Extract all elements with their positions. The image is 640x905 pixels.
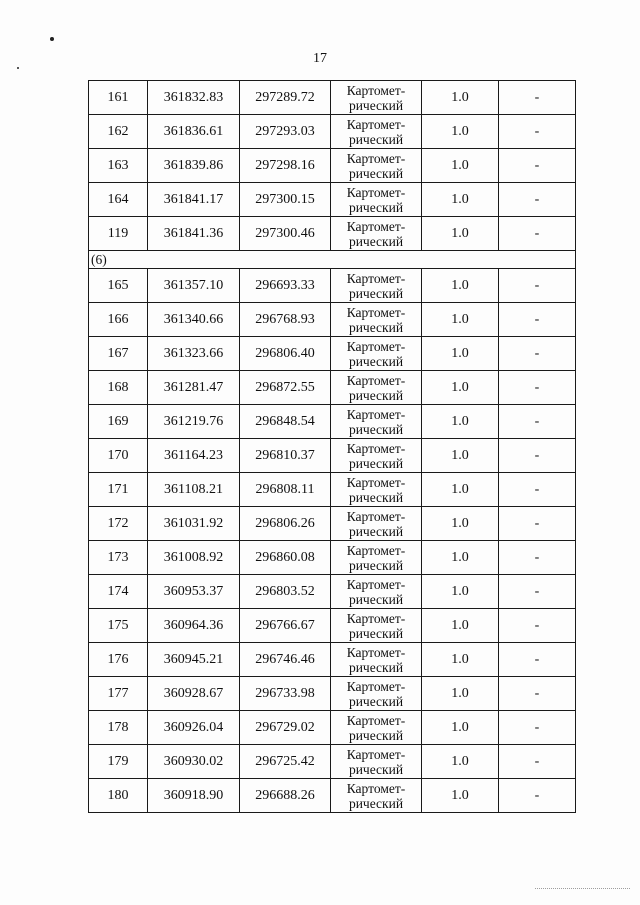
accuracy-cell: 1.0 (422, 183, 499, 217)
method-line-1: Картомет- (346, 576, 406, 592)
accuracy-cell: 1.0 (422, 371, 499, 405)
table-row (89, 115, 576, 149)
method-line-1: Картомет- (346, 184, 406, 200)
point-number-cell: 174 (89, 575, 148, 609)
y-coordinate-cell: 296768.93 (240, 303, 331, 337)
method-line-1: Картомет- (346, 746, 406, 762)
method-line-1: Картомет- (346, 474, 406, 490)
method-cell (331, 541, 422, 575)
method-line-1: Картомет- (346, 304, 406, 320)
table-row (89, 183, 576, 217)
y-coordinate-cell: 296848.54 (240, 405, 331, 439)
table-row (89, 303, 576, 337)
method-line-1: Картомет- (346, 270, 406, 286)
method-line-1: Картомет- (346, 218, 406, 234)
accuracy-cell: 1.0 (422, 337, 499, 371)
table-row (89, 405, 576, 439)
method-cell (331, 183, 422, 217)
note-cell: - (499, 609, 576, 643)
y-coordinate-cell: 296688.26 (240, 779, 331, 813)
table-row (89, 371, 576, 405)
x-coordinate-cell: 360926.04 (148, 711, 240, 745)
y-coordinate-cell: 296808.11 (240, 473, 331, 507)
method-line-2: рический (348, 489, 404, 505)
method-line-2: рический (348, 165, 404, 181)
table-section (89, 251, 576, 269)
method-line-1: Картомет- (346, 338, 406, 354)
table-row (89, 269, 576, 303)
note-cell: - (499, 371, 576, 405)
note-cell: - (499, 337, 576, 371)
table-row (89, 439, 576, 473)
note-cell: - (499, 269, 576, 303)
x-coordinate-cell: 361832.83 (148, 81, 240, 115)
method-line-2: рический (348, 795, 404, 811)
accuracy-cell: 1.0 (422, 81, 499, 115)
accuracy-cell: 1.0 (422, 609, 499, 643)
y-coordinate-cell: 297289.72 (240, 81, 331, 115)
method-cell (331, 507, 422, 541)
table-row (89, 217, 576, 251)
method-cell (331, 81, 422, 115)
x-coordinate-cell: 361219.76 (148, 405, 240, 439)
accuracy-cell: 1.0 (422, 473, 499, 507)
y-coordinate-cell: 296872.55 (240, 371, 331, 405)
y-coordinate-cell: 296766.67 (240, 609, 331, 643)
method-line-1: Картомет- (346, 678, 406, 694)
x-coordinate-cell: 360953.37 (148, 575, 240, 609)
footer-scan-mark (535, 888, 630, 892)
note-cell: - (499, 711, 576, 745)
method-cell (331, 745, 422, 779)
method-line-2: рический (348, 319, 404, 335)
method-cell (331, 643, 422, 677)
point-number-cell: 178 (89, 711, 148, 745)
x-coordinate-cell: 361008.92 (148, 541, 240, 575)
y-coordinate-cell: 296729.02 (240, 711, 331, 745)
accuracy-cell: 1.0 (422, 507, 499, 541)
note-cell: - (499, 149, 576, 183)
method-cell (331, 337, 422, 371)
accuracy-cell: 1.0 (422, 779, 499, 813)
point-number-cell: 171 (89, 473, 148, 507)
x-coordinate-cell: 361031.92 (148, 507, 240, 541)
table-row (89, 473, 576, 507)
note-cell: - (499, 677, 576, 711)
x-coordinate-cell: 361281.47 (148, 371, 240, 405)
accuracy-cell: 1.0 (422, 677, 499, 711)
accuracy-cell: 1.0 (422, 643, 499, 677)
note-cell: - (499, 541, 576, 575)
note-cell: - (499, 183, 576, 217)
table-row (89, 149, 576, 183)
section-row (89, 251, 576, 269)
x-coordinate-cell: 360918.90 (148, 779, 240, 813)
point-number-cell: 179 (89, 745, 148, 779)
y-coordinate-cell: 297298.16 (240, 149, 331, 183)
point-number-cell: 180 (89, 779, 148, 813)
accuracy-cell: 1.0 (422, 149, 499, 183)
note-cell: - (499, 115, 576, 149)
method-line-1: Картомет- (346, 116, 406, 132)
y-coordinate-cell: 296806.40 (240, 337, 331, 371)
method-line-2: рический (348, 727, 404, 743)
table-row (89, 677, 576, 711)
coordinates-table (88, 80, 576, 813)
method-line-1: Картомет- (346, 644, 406, 660)
method-line-2: рический (348, 233, 404, 249)
method-line-2: рический (348, 285, 404, 301)
point-number-cell: 176 (89, 643, 148, 677)
method-cell (331, 677, 422, 711)
note-cell: - (499, 779, 576, 813)
point-number-cell: 173 (89, 541, 148, 575)
method-line-1: Картомет- (346, 508, 406, 524)
point-number-cell: 170 (89, 439, 148, 473)
point-number-cell: 119 (89, 217, 148, 251)
section-label: (6) (89, 251, 576, 269)
x-coordinate-cell: 361108.21 (148, 473, 240, 507)
x-coordinate-cell: 361340.66 (148, 303, 240, 337)
accuracy-cell: 1.0 (422, 541, 499, 575)
method-cell (331, 405, 422, 439)
accuracy-cell: 1.0 (422, 269, 499, 303)
note-cell: - (499, 473, 576, 507)
table-row (89, 609, 576, 643)
y-coordinate-cell: 297300.46 (240, 217, 331, 251)
method-line-2: рический (348, 455, 404, 471)
y-coordinate-cell: 296733.98 (240, 677, 331, 711)
table-row (89, 711, 576, 745)
note-cell: - (499, 643, 576, 677)
table-row (89, 575, 576, 609)
y-coordinate-cell: 296860.08 (240, 541, 331, 575)
note-cell: - (499, 507, 576, 541)
point-number-cell: 165 (89, 269, 148, 303)
accuracy-cell: 1.0 (422, 711, 499, 745)
y-coordinate-cell: 297293.03 (240, 115, 331, 149)
accuracy-cell: 1.0 (422, 439, 499, 473)
note-cell: - (499, 217, 576, 251)
table-row (89, 541, 576, 575)
method-cell (331, 115, 422, 149)
method-line-1: Картомет- (346, 780, 406, 796)
table-body-before-section (89, 81, 576, 251)
table-row (89, 779, 576, 813)
y-coordinate-cell: 296746.46 (240, 643, 331, 677)
table-row (89, 507, 576, 541)
method-line-2: рический (348, 557, 404, 573)
point-number-cell: 164 (89, 183, 148, 217)
page-number: 17 (313, 51, 327, 66)
table-row (89, 337, 576, 371)
method-line-2: рический (348, 693, 404, 709)
method-line-2: рический (348, 761, 404, 777)
table-row (89, 643, 576, 677)
method-line-1: Картомет- (346, 610, 406, 626)
method-line-1: Картомет- (346, 440, 406, 456)
method-line-2: рический (348, 659, 404, 675)
note-cell: - (499, 745, 576, 779)
point-number-cell: 168 (89, 371, 148, 405)
table-row (89, 745, 576, 779)
point-number-cell: 162 (89, 115, 148, 149)
method-cell (331, 303, 422, 337)
method-line-1: Картомет- (346, 150, 406, 166)
point-number-cell: 163 (89, 149, 148, 183)
x-coordinate-cell: 360928.67 (148, 677, 240, 711)
method-cell (331, 371, 422, 405)
x-coordinate-cell: 361323.66 (148, 337, 240, 371)
point-number-cell: 175 (89, 609, 148, 643)
point-number-cell: 172 (89, 507, 148, 541)
method-line-2: рический (348, 625, 404, 641)
method-cell (331, 779, 422, 813)
point-number-cell: 167 (89, 337, 148, 371)
accuracy-cell: 1.0 (422, 303, 499, 337)
y-coordinate-cell: 296693.33 (240, 269, 331, 303)
x-coordinate-cell: 361164.23 (148, 439, 240, 473)
accuracy-cell: 1.0 (422, 575, 499, 609)
method-line-2: рический (348, 421, 404, 437)
method-line-2: рический (348, 199, 404, 215)
method-cell (331, 217, 422, 251)
method-cell (331, 439, 422, 473)
method-line-1: Картомет- (346, 712, 406, 728)
x-coordinate-cell: 360964.36 (148, 609, 240, 643)
y-coordinate-cell: 296806.26 (240, 507, 331, 541)
method-line-2: рический (348, 523, 404, 539)
method-cell (331, 149, 422, 183)
method-line-2: рический (348, 131, 404, 147)
x-coordinate-cell: 360945.21 (148, 643, 240, 677)
method-line-1: Картомет- (346, 406, 406, 422)
method-line-1: Картомет- (346, 542, 406, 558)
method-cell (331, 269, 422, 303)
table-body-after-section (89, 269, 576, 813)
point-number-cell: 161 (89, 81, 148, 115)
y-coordinate-cell: 297300.15 (240, 183, 331, 217)
method-line-2: рический (348, 591, 404, 607)
table-row (89, 81, 576, 115)
scan-speck-2 (17, 67, 19, 69)
y-coordinate-cell: 296803.52 (240, 575, 331, 609)
method-line-2: рический (348, 387, 404, 403)
method-cell (331, 575, 422, 609)
method-cell (331, 711, 422, 745)
accuracy-cell: 1.0 (422, 217, 499, 251)
point-number-cell: 169 (89, 405, 148, 439)
method-line-2: рический (348, 353, 404, 369)
x-coordinate-cell: 361841.17 (148, 183, 240, 217)
accuracy-cell: 1.0 (422, 115, 499, 149)
note-cell: - (499, 575, 576, 609)
x-coordinate-cell: 361357.10 (148, 269, 240, 303)
x-coordinate-cell: 361841.36 (148, 217, 240, 251)
accuracy-cell: 1.0 (422, 405, 499, 439)
point-number-cell: 166 (89, 303, 148, 337)
method-line-2: рический (348, 97, 404, 113)
note-cell: - (499, 439, 576, 473)
accuracy-cell: 1.0 (422, 745, 499, 779)
y-coordinate-cell: 296810.37 (240, 439, 331, 473)
scan-speck-1 (50, 37, 54, 41)
x-coordinate-cell: 361836.61 (148, 115, 240, 149)
point-number-cell: 177 (89, 677, 148, 711)
method-cell (331, 609, 422, 643)
method-line-1: Картомет- (346, 372, 406, 388)
note-cell: - (499, 303, 576, 337)
note-cell: - (499, 81, 576, 115)
method-cell (331, 473, 422, 507)
y-coordinate-cell: 296725.42 (240, 745, 331, 779)
x-coordinate-cell: 360930.02 (148, 745, 240, 779)
note-cell: - (499, 405, 576, 439)
x-coordinate-cell: 361839.86 (148, 149, 240, 183)
method-line-1: Картомет- (346, 82, 406, 98)
